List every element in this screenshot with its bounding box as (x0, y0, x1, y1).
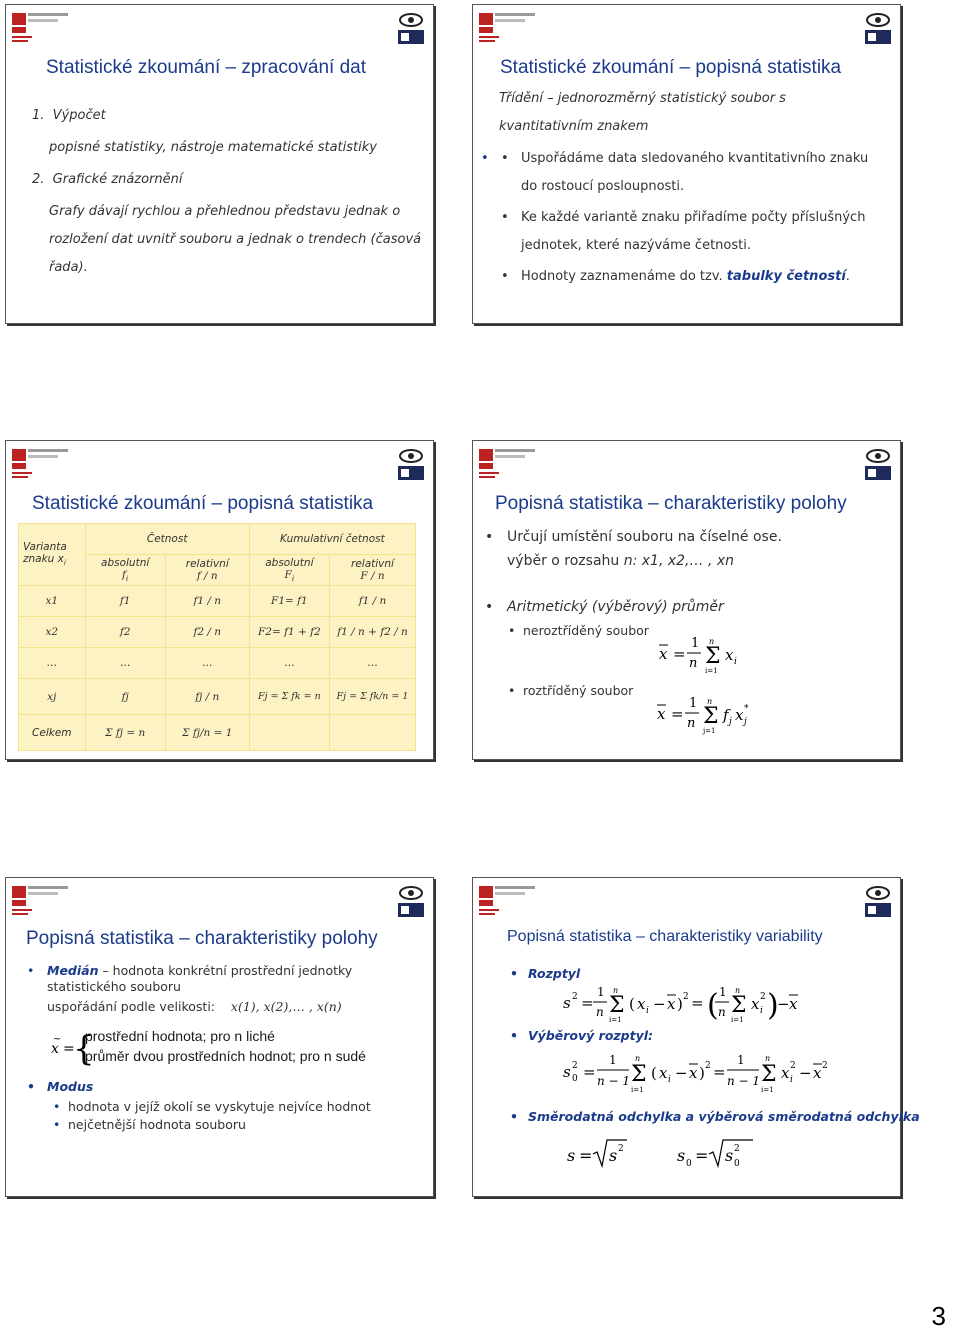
page-number: 3 (931, 1301, 946, 1331)
bullet-1 (501, 145, 869, 173)
median-formula (51, 1026, 391, 1070)
svg-text:1: 1 (597, 985, 605, 999)
bullet-text: hodnota v jejíž okolí se vyskytuje nejvíce hodnot (68, 1099, 371, 1114)
svg-text:x: x (667, 995, 676, 1013)
bullet-text: . (845, 269, 850, 284)
slide-title: Statistické zkoumání – popisná statistika (500, 57, 842, 78)
bullet-text: Určují umístění souboru na číselné ose. (507, 529, 782, 545)
svg-text:): ) (767, 988, 779, 1023)
list-item-2 (32, 166, 183, 194)
logo-frost-icon (479, 884, 537, 916)
table-cell: f1 / n (165, 586, 249, 617)
formula-variance (563, 982, 803, 1024)
slide-4 (472, 440, 901, 760)
svg-text:f: f (723, 706, 729, 724)
bullet-text: Výběrový rozptyl: (528, 1028, 654, 1043)
svg-text:s: s (609, 1146, 618, 1165)
svg-text:n: n (709, 637, 715, 646)
svg-text:i: i (668, 1075, 671, 1085)
bullet-text-cont: jednotek, které nazýváme četnosti. (521, 238, 751, 253)
bullet-smerodatna (510, 1109, 920, 1124)
table-cell: Fj = Σ fk/n = 1 (329, 679, 415, 715)
svg-text:s: s (677, 1146, 686, 1165)
svg-text:=: = (579, 1146, 593, 1165)
bullet-icon: • (53, 1117, 61, 1132)
case-even: průměr dvou prostředních hodnot; pro n sudé (85, 1048, 366, 1064)
table-cell: fj / n (165, 679, 249, 715)
svg-text:j: j (729, 717, 732, 727)
frequency-table (18, 523, 416, 751)
svg-text:(: ( (707, 988, 719, 1023)
item-text: popisné statistiky, nástroje matematické statistiky (49, 140, 377, 155)
svg-text:j: j (744, 717, 747, 727)
svg-text:Σ: Σ (631, 1062, 647, 1087)
bullet-icon: • (501, 269, 509, 284)
svg-text:2: 2 (572, 992, 578, 1002)
item-title: Grafické znázornění (52, 172, 183, 187)
bullet-text: Ke každé variantě znaku přiřadíme počty příslušných (521, 210, 866, 225)
table-cell: Σ fj = n (85, 715, 165, 751)
bullet-text: – hodnota konkrétní prostřední jednotky (98, 963, 353, 978)
svg-text:x: x (689, 1064, 698, 1082)
bullet-icon: • (510, 1109, 518, 1124)
svg-text:−: − (653, 995, 666, 1013)
table-cell: … (165, 648, 249, 679)
svg-text:x: x (781, 1064, 790, 1082)
bullet-text: neroztříděný soubor (523, 623, 649, 638)
slide-title: Statistické zkoumání – popisná statistika (32, 493, 374, 514)
svg-text:1: 1 (719, 985, 727, 999)
bullet-icon: • (508, 683, 516, 698)
eye-logo-icon (395, 447, 427, 481)
svg-text:x: x (751, 995, 760, 1013)
svg-text:i=1: i=1 (609, 1016, 622, 1024)
svg-text:−: − (777, 995, 790, 1013)
item-text: řada). (49, 260, 88, 275)
subtitle-line: Třídění – jednorozměrný statistický soubor s (499, 91, 786, 106)
bullet-icon: • (485, 529, 494, 545)
svg-text:x: x (51, 1041, 59, 1057)
svg-text:1: 1 (689, 696, 698, 711)
svg-text:): ) (677, 995, 683, 1013)
table-cell: f2 (85, 617, 165, 648)
svg-text:0: 0 (572, 1074, 578, 1084)
eye-logo-icon (395, 884, 427, 918)
table-row (19, 648, 416, 679)
svg-text:2: 2 (705, 1061, 711, 1071)
svg-text:=: = (63, 1041, 75, 1057)
formula-std-dev (567, 1136, 767, 1172)
svg-text:=: = (695, 1146, 709, 1165)
slide-title: Popisná statistika – charakteristiky polohy (26, 928, 378, 949)
item-text: rozložení dat uvnitř souboru a jednak o trendech (časová (49, 232, 422, 247)
svg-text:n: n (613, 986, 619, 995)
svg-text:x: x (637, 995, 646, 1013)
svg-text:x: x (735, 706, 744, 724)
bullet-text: Uspořádáme data sledovaného kvantitativního znaku (521, 151, 869, 166)
svg-text:n − 1: n − 1 (727, 1074, 761, 1088)
svg-text:=: = (581, 994, 594, 1012)
svg-text:x: x (725, 646, 734, 664)
svg-text:0: 0 (686, 1159, 692, 1169)
item-text: Grafy dávají rychlou a přehlednou představu jednak o (49, 204, 401, 219)
svg-text:n: n (596, 1005, 604, 1019)
slide-3 (5, 440, 434, 760)
eye-logo-icon (862, 447, 894, 481)
bullet-text: Hodnoty zaznamenáme do tzv. (521, 269, 727, 284)
svg-text:x: x (813, 1064, 822, 1082)
table-cell: fj (85, 679, 165, 715)
formula-weighted-mean (655, 693, 765, 735)
svg-text:=: = (713, 1063, 726, 1081)
table-row (19, 617, 416, 648)
case-odd: prostřední hodnota; pro n liché (85, 1028, 275, 1044)
bullet-vyberovy (510, 1028, 654, 1043)
slide-6 (472, 877, 920, 1197)
formula-mean (657, 633, 757, 673)
table-row (19, 679, 416, 715)
table-cell: f2 / n (165, 617, 249, 648)
svg-text:s: s (563, 994, 571, 1012)
svg-text:x: x (659, 645, 668, 663)
modus-label: Modus (47, 1079, 94, 1094)
svg-text:1: 1 (737, 1053, 745, 1067)
svg-text:i: i (734, 657, 737, 667)
bullet-icon: • (501, 210, 509, 225)
svg-text:=: = (691, 994, 704, 1012)
table-cell: F1= f1 (249, 586, 329, 617)
table-cell: f1 (85, 586, 165, 617)
bullet-text: Rozptyl (528, 966, 581, 981)
svg-text:2: 2 (572, 1061, 578, 1071)
svg-text:n: n (635, 1054, 641, 1063)
svg-text:x: x (789, 995, 798, 1013)
svg-text:Σ: Σ (761, 1062, 777, 1087)
svg-text:2: 2 (683, 992, 689, 1002)
item-number: 1. (32, 108, 45, 123)
svg-text:~: ~ (53, 1034, 62, 1045)
logo-frost-icon (479, 11, 537, 43)
eye-logo-icon (862, 884, 894, 918)
svg-text:1: 1 (609, 1053, 617, 1067)
svg-text:s: s (563, 1063, 571, 1081)
item-number: 2. (32, 172, 45, 187)
svg-text:=: = (671, 705, 684, 723)
bullet-text: roztříděný soubor (523, 683, 634, 698)
svg-text:i: i (646, 1006, 649, 1016)
svg-text:s: s (725, 1146, 734, 1165)
median-label: Medián (47, 963, 99, 978)
svg-text:): ) (699, 1064, 705, 1082)
svg-text:j=1: j=1 (703, 727, 716, 735)
slide-1 (5, 4, 434, 324)
slide-title: Statistické zkoumání – zpracování dat (46, 57, 366, 78)
svg-text:2: 2 (618, 1144, 624, 1154)
bullet-text-cont: výběr o rozsahu n: x1, x2,… , xn (507, 553, 735, 569)
svg-text:i: i (760, 1006, 763, 1016)
sub-bullet-2 (53, 1117, 246, 1132)
bullet-text-cont: do rostoucí posloupnosti. (521, 179, 685, 194)
bullet-icon: • (508, 623, 516, 638)
svg-text:i=1: i=1 (761, 1086, 774, 1094)
table-row (19, 586, 416, 617)
svg-text:{: { (73, 1029, 95, 1069)
svg-text:s: s (567, 1146, 576, 1165)
sub-bullet-1 (53, 1099, 371, 1114)
bullet-icon: • (510, 966, 518, 981)
svg-text:i=1: i=1 (631, 1086, 644, 1094)
svg-text:2: 2 (734, 1144, 740, 1154)
table-cell: … (85, 648, 165, 679)
table-cell: … (19, 648, 86, 679)
formula-sample-variance (563, 1050, 833, 1094)
slide-5 (5, 877, 434, 1197)
svg-text:n: n (689, 656, 698, 671)
table-cell: Celkem (19, 715, 86, 751)
table-cell: f1 / n + f2 / n (329, 617, 415, 648)
table-cell: Σ fj/n = 1 (165, 715, 249, 751)
bullet-2 (501, 204, 866, 232)
header-rel: relativní f / n (165, 555, 249, 586)
header-cetnost: Četnost (85, 524, 249, 555)
item-title: Výpočet (52, 108, 106, 123)
bullet-modus (27, 1079, 94, 1094)
svg-text:*: * (744, 704, 749, 714)
logo-frost-icon (12, 11, 70, 43)
table-row (19, 715, 416, 751)
eye-logo-icon (862, 11, 894, 45)
svg-text:2: 2 (822, 1061, 828, 1071)
svg-text:n: n (765, 1054, 771, 1063)
bullet-median (27, 963, 353, 978)
svg-text:=: = (673, 645, 686, 663)
bullet-text-cont: statistického souboru (47, 979, 181, 994)
table-cell: x1 (19, 586, 86, 617)
svg-text:i: i (790, 1075, 793, 1085)
svg-text:1: 1 (691, 636, 700, 651)
bullet-text: Aritmetický (výběrový) průměr (507, 599, 724, 615)
subtitle-line: kvantitativním znakem (499, 119, 649, 134)
svg-text:−: − (675, 1064, 688, 1082)
table-cell: f1 / n (329, 586, 415, 617)
table-cell: Fj = Σ fk = n (249, 679, 329, 715)
table-cell (249, 715, 329, 751)
order-line: uspořádání podle velikosti: x(1), x(2),… , x(n) (47, 999, 342, 1014)
table-cell (329, 715, 415, 751)
svg-text:(: ( (629, 995, 635, 1013)
svg-text:x: x (659, 1064, 668, 1082)
svg-text:n: n (718, 1005, 726, 1019)
svg-text:n − 1: n − 1 (597, 1074, 631, 1088)
header-kumulativni: Kumulativní četnost (249, 524, 415, 555)
logo-frost-icon (479, 447, 537, 479)
slide-title: Popisná statistika – charakteristiky polohy (495, 493, 847, 514)
bullet-text: nejčetnější hodnota souboru (68, 1117, 246, 1132)
svg-text:i=1: i=1 (705, 667, 718, 675)
bullet-icon: • (510, 1028, 518, 1043)
header-abs: absolutní $f_i$ (85, 555, 165, 586)
table-cell: F2= f1 + f2 (249, 617, 329, 648)
svg-text:Σ: Σ (609, 993, 625, 1018)
svg-text:n: n (735, 986, 741, 995)
svg-text:2: 2 (760, 992, 766, 1002)
bullet-text: Směrodatná odchylka a výběrová směrodatná odchylka (528, 1109, 920, 1124)
bullet-rozptyl (510, 966, 581, 981)
svg-text:n: n (687, 716, 696, 731)
svg-text:Σ: Σ (731, 993, 747, 1018)
logo-frost-icon (12, 884, 70, 916)
sub-bullet-2 (508, 677, 634, 705)
list-item-1 (32, 102, 106, 130)
logo-frost-icon (12, 447, 70, 479)
eye-logo-icon (395, 11, 427, 45)
header-abs2: absolutní $F_i$ (249, 555, 329, 586)
svg-text:x: x (657, 705, 666, 723)
svg-text:n: n (707, 697, 713, 706)
bullet-icon: • (485, 599, 494, 615)
table-cell: … (249, 648, 329, 679)
svg-text:Σ: Σ (703, 704, 719, 729)
svg-text:i=1: i=1 (731, 1016, 744, 1024)
header-rel2: relativní F / n (329, 555, 415, 586)
table-cell: x2 (19, 617, 86, 648)
slide-title: Popisná statistika – charakteristiky variability (507, 928, 823, 945)
bullet-icon: • • (501, 145, 509, 173)
sub-bullet-1 (508, 617, 649, 645)
svg-text:=: = (583, 1063, 596, 1081)
svg-text:2: 2 (790, 1061, 796, 1071)
bullet-3 (501, 263, 850, 291)
table-cell: xj (19, 679, 86, 715)
header-varianta: Varianta znaku $x_i$ (19, 524, 86, 586)
bullet-emphasis: tabulky četností (726, 269, 846, 284)
svg-text:−: − (799, 1064, 812, 1082)
slide-2 (472, 4, 901, 324)
bullet-icon: • (53, 1099, 61, 1114)
svg-text:0: 0 (734, 1159, 740, 1169)
svg-text:Σ: Σ (705, 644, 721, 669)
bullet-icon: • (27, 1079, 35, 1094)
bullet-icon: • (27, 963, 35, 978)
table-cell: … (329, 648, 415, 679)
svg-text:(: ( (651, 1064, 657, 1082)
